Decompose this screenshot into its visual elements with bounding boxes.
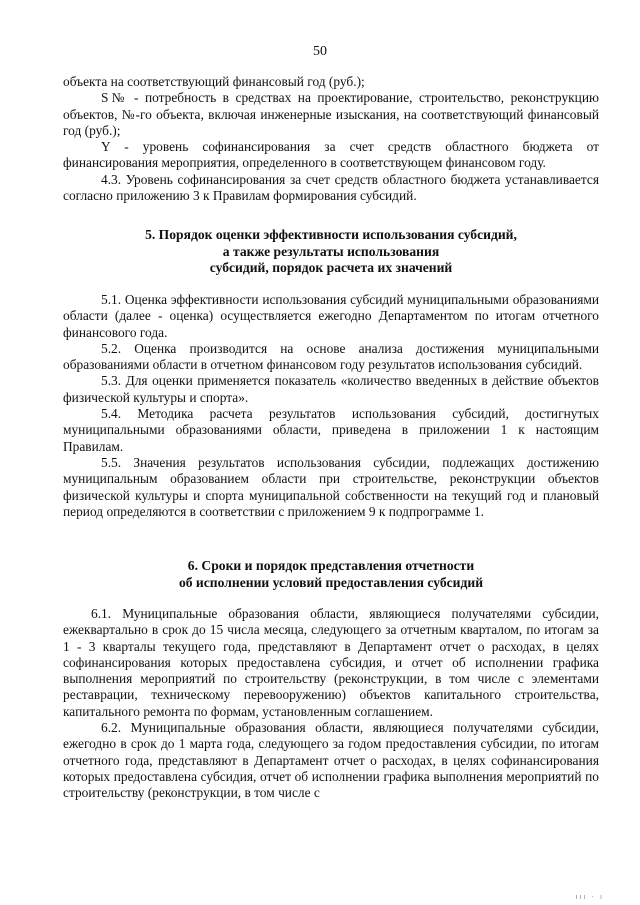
section-5-heading-line-1: 5. Порядок оценки эффективности использования субсидий, xyxy=(145,227,517,242)
section-6-heading xyxy=(63,558,599,591)
section-5-heading-line-2: а также результаты использования xyxy=(222,243,440,259)
section-6-body xyxy=(63,606,599,802)
paragraph-4-3: 4.3. Уровень софинансирования за счет средств областного бюджета устанавливается согласно приложению 3 к Правилам формирования субсидий. xyxy=(63,171,599,204)
paragraph-6-2: 6.2. Муниципальные образования области, являющиеся получателями субсидии, ежегодно в срок до 1 марта года, следующего за годом предоставления субсидии, по итогам отчетного года, представляют в Департамент отчет о расходах, в целях софинансирования которых предоставлена субсидия, отчет об исполнении графика выполнения мероприятий по строительству (реконструкции, в том числе с xyxy=(63,720,599,801)
paragraph-5-1: 5.1. Оценка эффективности использования субсидий муниципальными образованиями области (далее - оценка) осуществляется ежегодно Департаментом по итогам отчетного финансового года. xyxy=(63,292,599,340)
page-number: 50 xyxy=(313,44,327,59)
paragraph-5-2: 5.2. Оценка производится на основе анализа достижения муниципальными образованиями области в отчетном финансовом году результатов использования субсидий. xyxy=(63,340,599,373)
section-6-heading-line-1: 6. Сроки и порядок представления отчетности xyxy=(187,558,475,573)
paragraph-continuation: объекта на соответствующий финансовый год (руб.); xyxy=(63,74,365,89)
paragraph-5-5: 5.5. Значения результатов использования субсидии, подлежащих достижению муниципальным образованием области при строительстве, реконструкции объектов физической культуры и спорта муниципальной собственности на текущий год и плановый период определяются в соответствии с приложением 9 к подпрограмме 1. xyxy=(63,454,599,519)
paragraph-y-definition: Y - уровень софинансирования за счет средств областного бюджета от финансирования мероприятия, определенного в соответствующем финансовом году. xyxy=(63,139,599,171)
paragraph-5-4: 5.4. Методика расчета результатов использования субсидий, достигнутых муниципальными образованиями области, приведена в приложении 1 к настоящим Правилам. xyxy=(63,406,599,454)
section-5-body xyxy=(63,292,599,520)
footer-scan-mark: ııı · ı xyxy=(575,893,604,901)
paragraph-5-3: 5.3. Для оценки применяется показатель «количество введенных в действие объектов физической культуры и спорта». xyxy=(63,373,599,405)
section-5-heading xyxy=(63,227,599,277)
paragraph-6-1: 6.1. Муниципальные образования области, являющиеся получателями субсидии, ежеквартально в срок до 15 числа месяца, следующего за отчетным кварталом, по итогам за 1 - 3 кварталы текущего года, представляют в Департамент отчет о расходах, в целях софинансирования которых предоставлена субсидия, и отчет об исполнении графика выполнения мероприятий по строительству (реконструкции, в том числе с элементами реставрации, техническому перевооружению) объектов капитального строительства, капитального ремонта по формам, установленным соглашением. xyxy=(63,606,599,719)
formula-definitions-block xyxy=(63,74,599,204)
section-5-heading-line-3: субсидий, порядок расчета их значений xyxy=(209,260,453,275)
paragraph-s-definition: S№ - потребность в средствах на проектирование, строительство, реконструкцию объектов, №-го объекта, включая инженерные изыскания, на соответствующий финансовый год (руб.); xyxy=(63,90,599,138)
section-6-heading-line-2: об исполнении условий предоставления субсидий xyxy=(178,574,484,590)
